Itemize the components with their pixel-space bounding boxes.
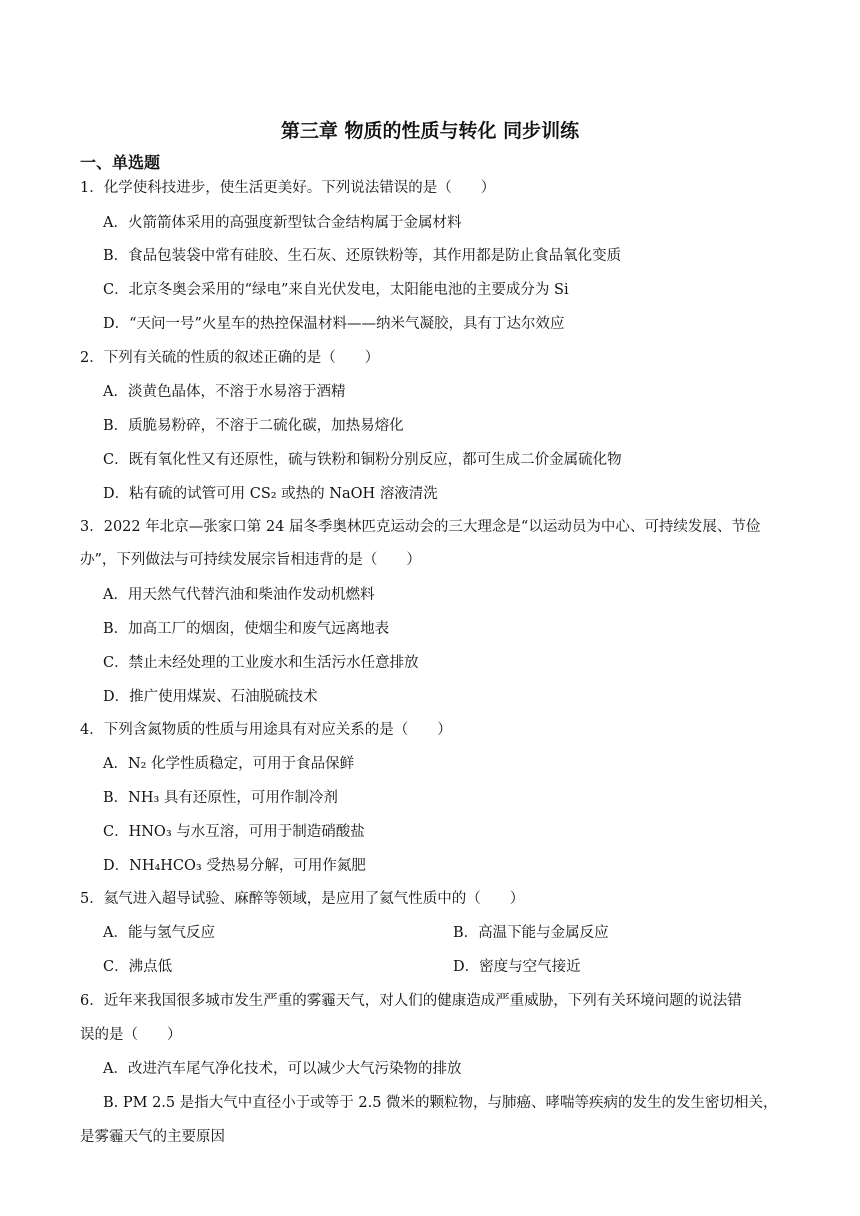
question-2-option-a: A．淡黄色晶体，不溶于水易溶于酒精: [103, 384, 346, 400]
question-3-option-a: A．用天然气代替汽油和柴油作发动机燃料: [103, 587, 375, 603]
question-4-option-a: A．N₂ 化学性质稳定，可用于食品保鲜: [103, 756, 355, 772]
question-5-option-d: D．密度与空气接近: [453, 959, 581, 975]
question-5-option-a: A．能与氢气反应: [103, 925, 215, 941]
question-4-stem: 4．下列含氮物质的性质与用途具有对应关系的是（ ）: [80, 722, 452, 738]
question-1-option-c: C．北京冬奥会采用的“绿电”来自光伏发电，太阳能电池的主要成分为 Si: [103, 282, 569, 298]
question-2-stem: 2．下列有关硫的性质的叙述正确的是（ ）: [80, 350, 380, 366]
question-5-option-b: B．高温下能与金属反应: [453, 925, 609, 941]
question-6-stem-line2: 误的是（ ）: [80, 1027, 182, 1043]
question-3-stem-line1: 3．2022 年北京—张家口第 24 届冬季奥林匹克运动会的三大理念是“以运动员为中心、可持续发展、节俭: [80, 519, 761, 535]
question-4-option-d: D．NH₄HCO₃ 受热易分解，可用作氮肥: [103, 858, 366, 874]
question-3-option-c: C．禁止未经处理的工业废水和生活污水任意排放: [103, 655, 419, 671]
question-6-option-b: B. PM 2.5 是指大气中直径小于或等于 2.5 微米的颗粒物，与肺癌、哮喘等疾病的发生的发生密切相关，: [103, 1095, 778, 1111]
question-2-option-d: D．粘有硫的试管可用 CS₂ 或热的 NaOH 溶液清洗: [103, 486, 438, 502]
question-3-option-b: B．加高工厂的烟囱，使烟尘和废气远离地表: [103, 621, 390, 637]
question-5-stem: 5．氦气进入超导试验、麻醉等领域，是应用了氦气性质中的（ ）: [80, 891, 525, 907]
section-heading: 一、单选题: [80, 153, 161, 172]
question-6-option-b-continuation: 是雾霾天气的主要原因: [80, 1129, 225, 1145]
question-5-option-c: C．沸点低: [103, 959, 173, 975]
question-1-option-d: D．“天问一号”火星车的热控保温材料——纳米气凝胶，具有丁达尔效应: [103, 316, 565, 332]
question-1-option-b: B．食品包装袋中常有硅胶、生石灰、还原铁粉等，其作用都是防止食品氧化变质: [103, 248, 622, 264]
question-1-stem: 1．化学使科技进步，使生活更美好。下列说法错误的是（ ）: [80, 180, 496, 196]
question-6-option-a: A．改进汽车尾气净化技术，可以减少大气污染物的排放: [103, 1061, 462, 1077]
question-6-stem-line1: 6．近年来我国很多城市发生严重的雾霾天气，对人们的健康造成严重威胁，下列有关环境问题的说法错: [80, 993, 742, 1009]
question-3-option-d: D．推广使用煤炭、石油脱硫技术: [103, 689, 318, 705]
question-2-option-c: C．既有氧化性又有还原性，硫与铁粉和铜粉分别反应，都可生成二价金属硫化物: [103, 452, 622, 468]
question-4-option-c: C．HNO₃ 与水互溶，可用于制造硝酸盐: [103, 824, 365, 840]
question-4-option-b: B．NH₃ 具有还原性，可用作制冷剂: [103, 790, 338, 806]
page-title: 第三章 物质的性质与转化 同步训练: [280, 120, 580, 142]
question-1-option-a: A．火箭箭体采用的高强度新型钛合金结构属于金属材料: [103, 215, 462, 231]
question-3-stem-line2: 办”，下列做法与可持续发展宗旨相违背的是（ ）: [80, 552, 421, 568]
question-2-option-b: B．质脆易粉碎，不溶于二硫化碳，加热易熔化: [103, 418, 404, 434]
